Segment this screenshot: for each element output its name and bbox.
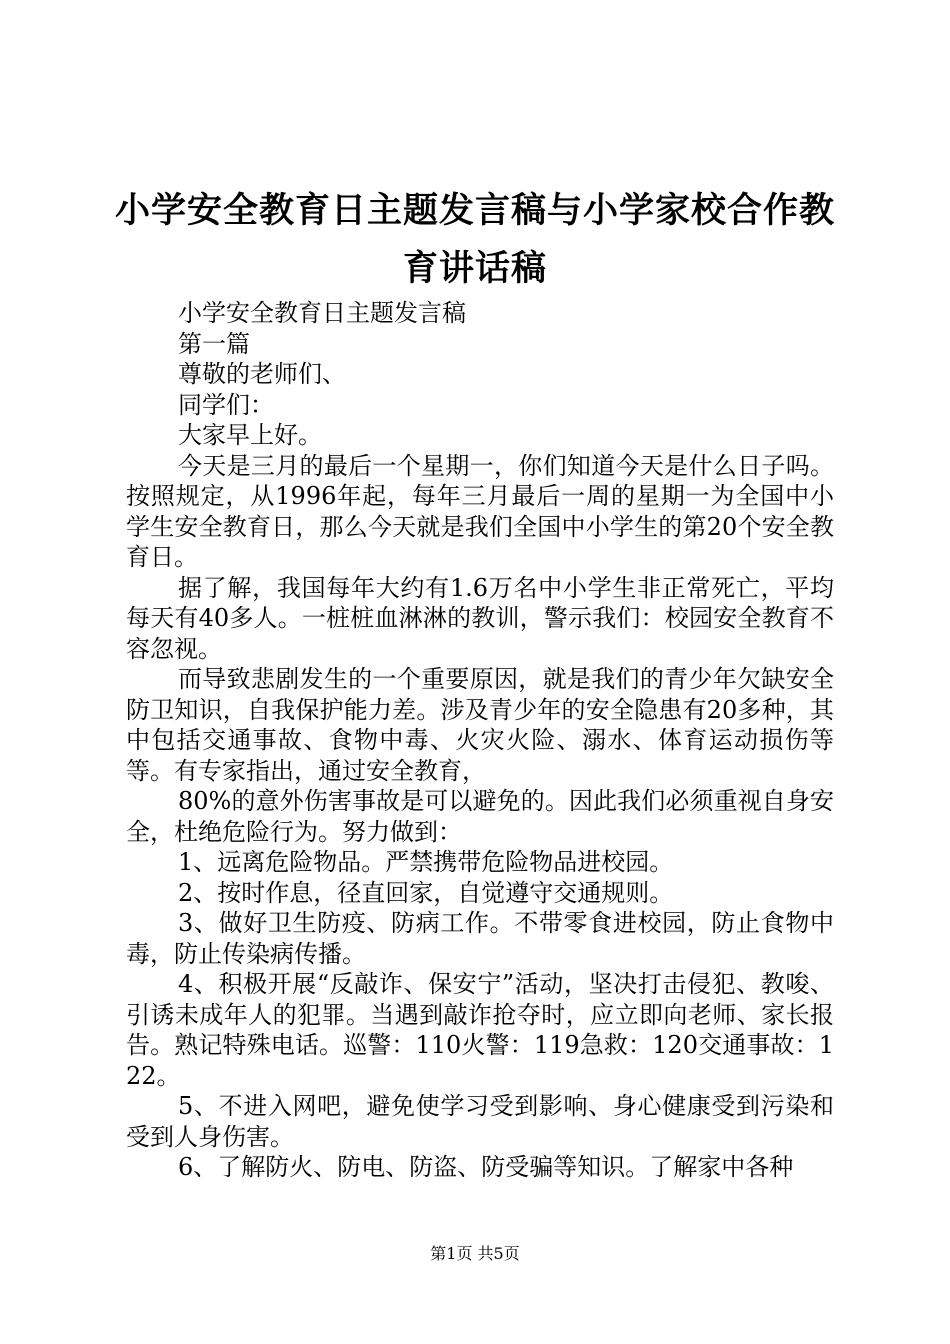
paragraph: 1、远离危险物品。严禁携带危险物品进校园。	[178, 848, 674, 876]
paragraph: 大家早上好。	[178, 421, 322, 449]
paragraph: 5、不进入网吧，避免使学习受到影响、身心健康受到污染和受到人身伤害。	[126, 1092, 834, 1151]
paragraph: 尊敬的老师们、	[178, 360, 346, 388]
paragraph: 而导致悲剧发生的一个重要原因，就是我们的青少年欠缺安全防卫知识，自我保护能力差。涉及青少年的安全隐患有20多种，其中包括交通事故、食物中毒、火灾火险、溺水、体育运动损伤等等。有专家指出，通过安全教育，	[126, 665, 834, 785]
page-footer: 第1页 共5页	[430, 1244, 520, 1263]
paragraph: 6、了解防火、防电、防盗、防受骗等知识。了解家中各种	[178, 1153, 794, 1181]
paragraph: 2、按时作息，径直回家，自觉遵守交通规则。	[178, 878, 674, 907]
paragraph: 80%的意外伤害事故是可以避免的。因此我们必须重视自身安全，杜绝危险行为。努力做到：	[126, 787, 834, 846]
paragraph: 4、积极开展“反敲诈、保安宁”活动，坚决打击侵犯、教唆、引诱未成年人的犯罪。当遇到敲诈抢夺时，应立即向老师、家长报告。熟记特殊电话。巡警：110火警：119急救：120交通事故：122。	[126, 970, 834, 1090]
paragraph: 据了解，我国每年大约有1.6万名中小学生非正常死亡，平均每天有40多人。一桩桩血淋淋的教训，警示我们：校园安全教育不容忽视。	[126, 573, 834, 663]
document-body	[126, 298, 834, 1183]
document-title: 小学安全教育日主题发言稿与小学家校合作教育讲话稿	[114, 190, 835, 289]
paragraph: 小学安全教育日主题发言稿	[178, 299, 466, 327]
paragraph: 3、做好卫生防疫、防病工作。不带零食进校园，防止食物中毒，防止传染病传播。	[126, 909, 834, 968]
paragraph: 同学们：	[178, 390, 274, 419]
paragraph: 第一篇	[178, 329, 250, 358]
paragraph: 今天是三月的最后一个星期一，你们知道今天是什么日子吗。按照规定，从1996年起，每年三月最后一周的星期一为全国中小学生安全教育日，那么今天就是我们全国中小学生的第20个安全教育日。	[126, 451, 834, 571]
